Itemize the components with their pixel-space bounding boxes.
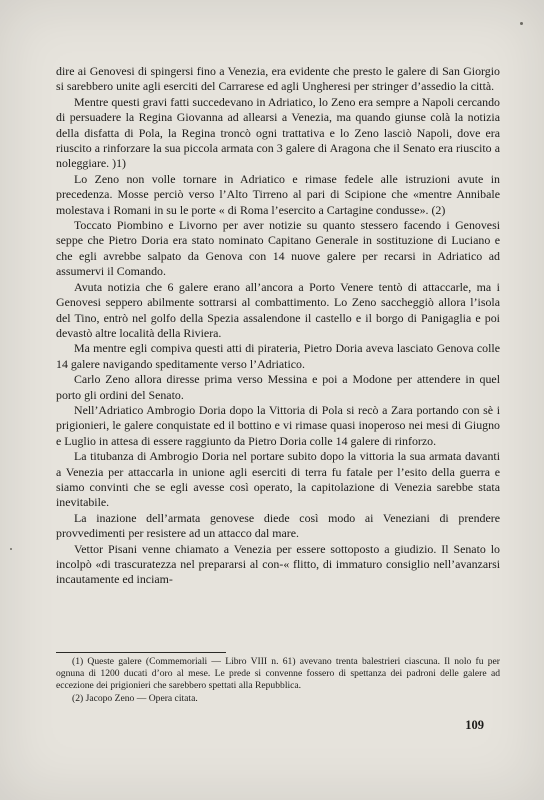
main-text <box>56 64 500 588</box>
paper-speck <box>10 548 12 550</box>
footnotes <box>56 656 500 705</box>
paragraph: La inazione dell’armata genovese diede così modo ai Veneziani di prendere provvedimenti per resistere ad un attacco dal mare. <box>56 510 500 541</box>
paragraph: Toccato Piombino e Livorno per aver notizie su quanto stessero facendo i Genovesi seppe che Pietro Doria era stato nominato Capitano Generale in sostituzione di Luciano e che egli avrebbe salpato da Genova con 14 nuove galere per recarsi in Adriatico ad assumervi il Comando. <box>56 218 500 279</box>
footnote: (1) Queste galere (Commemoriali — Libro VIII n. 61) avevano trenta balestrieri ciascuna. Il nolo fu per ognuna di 1200 ducati d’oro al mese. Le prede si convenne fossero di spettanza dei padroni delle galere ad eccezione dei prigionieri che sarebbero spettati alla Repubblica. <box>56 656 500 692</box>
paragraph: Avuta notizia che 6 galere erano all’ancora a Porto Venere tentò di attaccarle, ma i Genovesi seppero abilmente sottrarsi al combattimento. Lo Zeno saccheggiò allora l’isola del Tino, entrò nel golfo della Spezia assalendone il castello e il borgo di Panigaglia e poi devastò altre località della Riviera. <box>56 279 500 340</box>
paragraph: Nell’Adriatico Ambrogio Doria dopo la Vittoria di Pola si recò a Zara portando con sè i prigionieri, le galere conquistate ed il bottino e vi rimase quasi inoperoso nei mesi di Giugno e Luglio in attesa di essere raggiunto da Pietro Doria colle 14 galere di rinforzo. <box>56 402 500 448</box>
paragraph: dire ai Genovesi di spingersi fino a Venezia, era evidente che presto le galere di San Giorgio si sarebbero unite agli eserciti del Carrarese ed agli Ungheresi per stringer d’assedio la città. <box>56 64 500 94</box>
paragraph: Carlo Zeno allora diresse prima verso Messina e poi a Modone per attendere in quel porto gli ordini del Senato. <box>56 372 500 402</box>
paragraph: Ma mentre egli compiva questi atti di pirateria, Pietro Doria aveva lasciato Genova colle 14 galere navigando speditamente verso l’Adriatico. <box>56 341 500 371</box>
paragraph: Vettor Pisani venne chiamato a Venezia per essere sottoposto a giudizio. Il Senato lo incolpò «di trascuratezza nel prepararsi al con-« flitto, di immaturo consiglio nell’avanzarsi incautamente ed inciam- <box>56 541 500 587</box>
paragraph: Mentre questi gravi fatti succedevano in Adriatico, lo Zeno era sempre a Napoli cercando di persuadere la Regina Giovanna ad allearsi a Venezia, ma quando giunse colà la notizia della disfatta di Pola, la Regina troncò ogni trattativa e lo Zeno lasciò Napoli, dove era riuscito a rinforzare la sua piccola armata con 3 galere di Aragona che il Senato era riuscito a noleggiare. )1) <box>56 94 500 171</box>
paragraph: La titubanza di Ambrogio Doria nel portare subito dopo la vittoria la sua armata davanti a Venezia per attaccarla in unione agli eserciti di terra fu fatale per l’esito della guerra e siamo convinti che se egli avesse così operato, la capitolazione di Venezia sarebbe stata inevitabile. <box>56 449 500 510</box>
footnote: (2) Jacopo Zeno — Opera citata. <box>72 692 198 704</box>
page-number: 109 <box>465 718 484 732</box>
paragraph: Lo Zeno non volle tornare in Adriatico e rimase fedele alle istruzioni avute in precedenza. Mosse perciò verso l’Alto Tirreno al pari di Scipione che «mentre Annibale molestava i Romani in su le porte « di Roma l’esercito a Cartagine condusse». (2) <box>56 171 500 217</box>
paper-speck <box>520 22 523 25</box>
footnote-divider <box>56 652 226 653</box>
